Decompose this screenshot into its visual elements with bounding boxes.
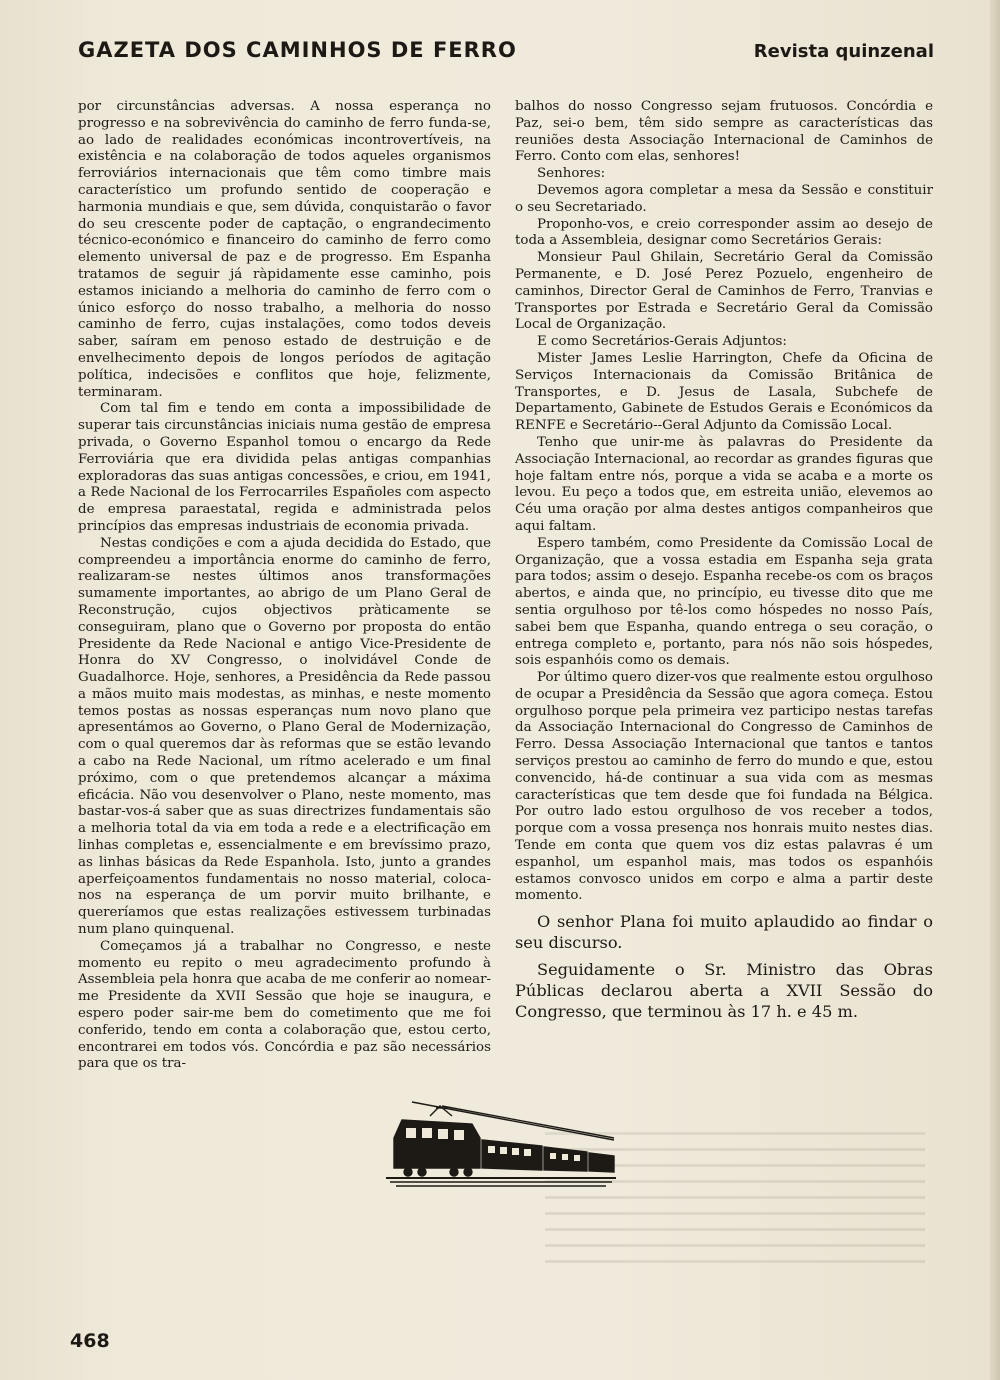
- paragraph: Por último quero dizer-vos que realmente estou orgulhoso de ocupar a Presidência da Sessão que agora começa. Estou orgulhoso porque pela primeira vez participo nestas tarefas da Associação Internacional do Congresso de Caminhos de Ferro. Dessa Associação Internacional que tantos e tantos serviços prestou ao caminho de ferro do mundo e que, estou convencido, há-de continuar a sua vida com as mesmas características que tem desde que foi fundada na Bélgica. Por outro lado estou orgulhoso de vos receber a todos, porque com a vossa presença nos honrais muito nestes dias. Tende em conta que quem vos diz estas palavras é um espanhol, um espanhol mais, mas todos os espanhóis estamos convosco unidos em corpo e alma a partir deste momento.: [515, 670, 933, 904]
- page-number: 468: [70, 1330, 110, 1352]
- paragraph: Começamos já a trabalhar no Congresso, e neste momento eu repito o meu agradecimento profundo à Assembleia pela honra que acaba de me conferir ao nomear-me Presidente da XVII Sessão que hoje se inaugura, e espero poder sair-me bem do cometimento que me foi conferido, tendo em conta a colaboração que, estou certo, encontrarei em todos vós. Concórdia e paz são necessários para que os tra-: [78, 938, 491, 1072]
- paragraph: Proponho-vos, e creio corresponder assim ao desejo de toda a Assembleia, designar como Secretários Gerais:: [515, 216, 933, 249]
- paragraph: por circunstâncias adversas. A nossa esperança no progresso e na sobrevivência do caminho de ferro funda-se, ao lado de realidades económicas incontrovertíveis, na existência e na colaboração de todos aqueles organismos ferroviários internacionais que têm como timbre mais característico um profundo sentido de cooperação e harmonia mundiais e que, sem dúvida, conquistarão o favor do seu crescente poder de captação, o engrandecimento técnico-económico e financeiro do caminho de ferro como elemento universal de paz e de progresso. Em Espanha tratamos de seguir já ràpidamente esse caminho, pois estamos iniciando a melhoria do caminho de ferro com o único esforço do nosso trabalho, a melhoria do nosso caminho de ferro, cujas instalações, como todos deveis saber, saíram em penoso estado de destruição e de envelhecimento depois de longos períodos de agitação política, indecisões e conflitos que hoje, felizmente, terminaram.: [78, 99, 491, 400]
- closing-paragraph: O senhor Plana foi muito aplaudido ao findar o seu discurso.: [515, 912, 933, 953]
- magazine-title: GAZETA DOS CAMINHOS DE FERRO: [78, 38, 517, 62]
- paragraph: E como Secretários-Gerais Adjuntos:: [537, 334, 787, 350]
- closing-paragraph: Seguidamente o Sr. Ministro das Obras Públicas declarou aberta a XVII Sessão do Congresso, que terminou às 17 h. e 45 m.: [515, 960, 933, 1022]
- paragraph: Tenho que unir-me às palavras do Presidente da Associação Internacional, ao recordar as grandes figuras que hoje faltam entre nós, porque a vida se acaba e a morte os levou. Eu peço a todos que, em estreita união, elevemos ao Céu uma oração por alma destes antigos companheiros que aqui faltam.: [515, 434, 933, 534]
- paragraph: Com tal fim e tendo em conta a impossibilidade de superar tais circunstâncias iniciais numa gestão de empresa privada, o Governo Espanhol tomou o encargo da Rede Ferroviária que era dividida pelas antigas companhias exploradoras das suas antigas concessões, e criou, em 1941, a Rede Nacional de los Ferrocarriles Españoles com aspecto de empresa paraestatal, regida e administrada pelos princípios das empresas industriais de economia privada.: [78, 401, 491, 534]
- paragraph: Mister James Leslie Harrington, Chefe da Oficina de Serviços Internacionais da Comissão Britânica de Transportes, e D. Jesus de Lasala, Subchefe de Departamento, Gabinete de Estudos Gerais e Económicos da RENFE e Secretário--Geral Adjunto da Comissão Local.: [515, 350, 933, 434]
- left-column: [78, 99, 491, 1073]
- page-header: [78, 38, 934, 68]
- paragraph: Espero também, como Presidente da Comissão Local de Organização, que a vossa estadia em Espanha seja grata para todos; assim o desejo. Espanha recebe-os com os braços abertos, e ainda que, no princípio, eu tivesse dito que me sentia orgulhoso por tê-los como hóspedes no nosso País, sabei bem que Espanha, quando entrega o seu coração, o entrega completo e, portanto, para nós não sois hóspedes, sois espanhóis como os demais.: [515, 535, 933, 669]
- paragraph: Nestas condições e com a ajuda decidida do Estado, que compreendeu a importância enorme do caminho de ferro, realizaram-se nestes últimos anos transformações sumamente importantes, ao abrigo de um Plano Geral de Reconstrução, cujos objectivos pràticamente se conseguiram, plano que o Governo por proposta do então Presidente da Rede Nacional e antigo Vice-Presidente de Honra do XV Congresso, o inolvidável Conde de Guadalhorce. Hoje, senhores, a Presidência da Rede passou a mãos muito mais modestas, as minhas, e neste momento temos postas as nossas esperanças num novo plano que apresentámos ao Governo, o Plano Geral de Modernização, com o qual queremos dar às reformas que se estão levando a cabo na Rede Nacional, um rítmo acelerado e um final próximo, com o que pretendemos alcançar a máxima eficácia. Não vou desenvolver o Plano, neste momento, mas bastar-vos-á saber que as suas directrizes fundamentais são a melhoria total da via em toda a rede e a electrificação em linhas completas e, essencialmente e em brevíssimo prazo, as linhas básicas da Rede Espanhola. Isto, junto a grandes aperfeiçoamentos fundamentais no nosso material, coloca-nos na esperança de um porvir muito brilhante, e quereríamos que estas realizações estivessem turbinadas num plano quinquenal.: [78, 535, 491, 938]
- paragraph: Senhores:: [537, 166, 606, 182]
- train-illustration-icon: [382, 1098, 618, 1190]
- magazine-subtitle: Revista quinzenal: [753, 41, 934, 62]
- right-column: [515, 99, 933, 1022]
- paragraph: balhos do nosso Congresso sejam frutuosos. Concórdia e Paz, sei-o bem, têm sido sempre as características das reuniões desta Associação Internacional de Caminhos de Ferro. Conto com elas, senhores!: [515, 99, 933, 165]
- paragraph: Devemos agora completar a mesa da Sessão e constituir o seu Secretariado.: [515, 182, 933, 215]
- page-edge-shadow: [990, 0, 1000, 1380]
- paragraph: Monsieur Paul Ghilain, Secretário Geral da Comissão Permanente, e D. José Perez Pozuelo, engenheiro de caminhos, Director Geral de Caminhos de Ferro, Tranvias e Transportes por Estrada e Secretário Geral da Comissão Local de Organização.: [515, 250, 933, 333]
